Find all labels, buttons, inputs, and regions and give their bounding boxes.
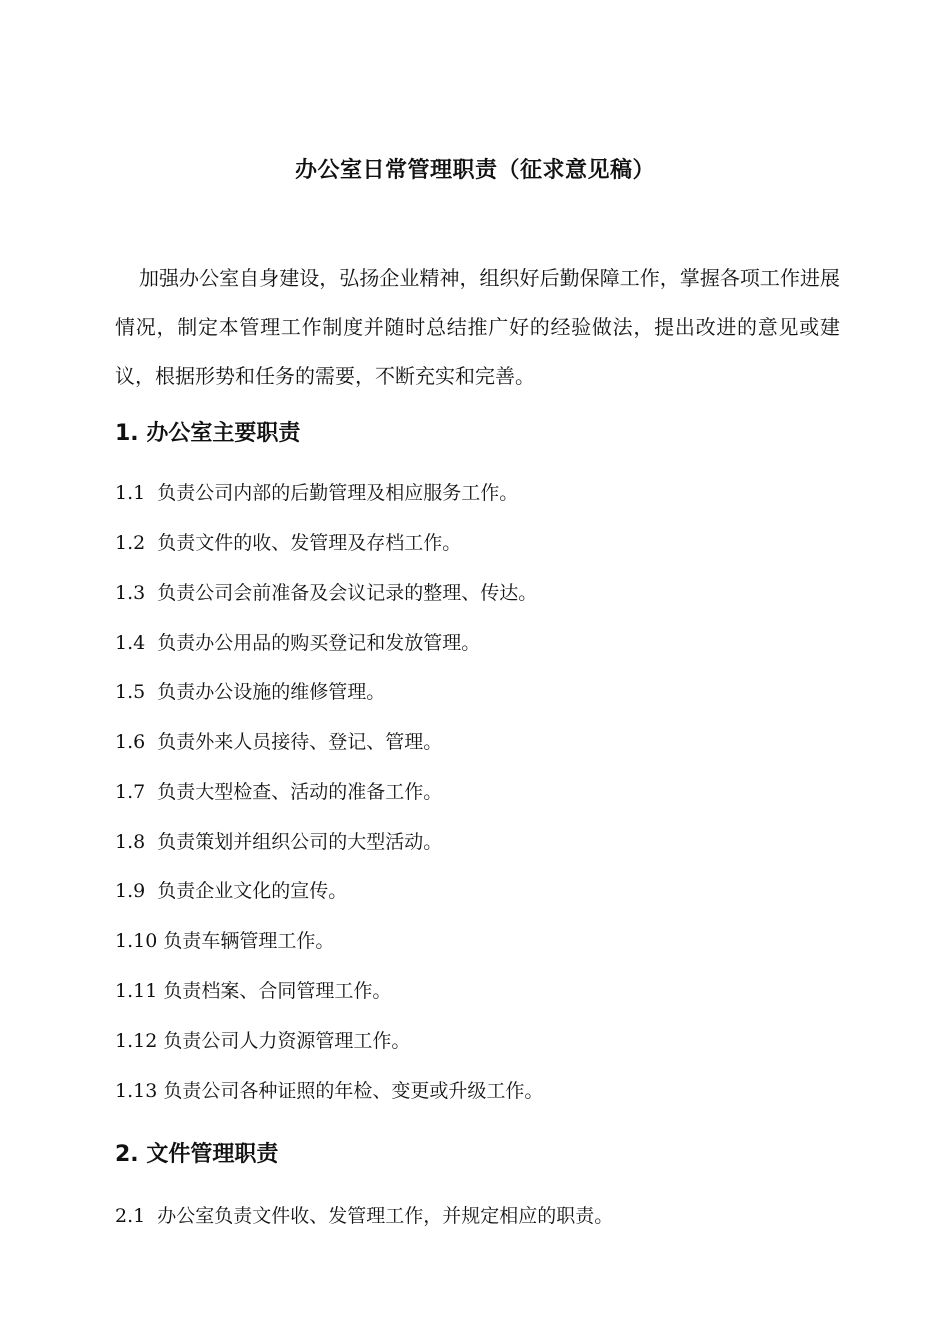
list-item: 1.8 负责策划并组织公司的大型活动。	[115, 831, 443, 853]
list-item: 1.4 负责办公用品的购买登记和发放管理。	[115, 632, 481, 654]
document-title: 办公室日常管理职责（征求意见稿）	[294, 158, 655, 183]
list-item: 1.6 负责外来人员接待、登记、管理。	[115, 731, 443, 753]
list-item: 2.1 办公室负责文件收、发管理工作，并规定相应的职责。	[115, 1205, 614, 1227]
section-heading-file-management: 2. 文件管理职责	[115, 1142, 279, 1167]
list-item: 1.3 负责公司会前准备及会议记录的整理、传达。	[115, 582, 538, 604]
list-item: 1.11 负责档案、合同管理工作。	[115, 980, 392, 1002]
list-item: 1.7 负责大型检查、活动的准备工作。	[115, 781, 443, 803]
list-item: 1.12 负责公司人力资源管理工作。	[115, 1030, 411, 1052]
list-item: 1.1 负责公司内部的后勤管理及相应服务工作。	[115, 482, 519, 504]
list-item: 1.5 负责办公设施的维修管理。	[115, 681, 386, 703]
section-heading-duties: 1. 办公室主要职责	[115, 421, 301, 446]
list-item: 1.2 负责文件的收、发管理及存档工作。	[115, 532, 462, 554]
intro-paragraph: 加强办公室自身建设，弘扬企业精神，组织好后勤保障工作，掌握各项工作进展情况，制定本管理工作制度并随时总结推广好的经验做法，提出改进的意见或建议，根据形势和任务的需要，不断充实和完善。	[115, 266, 840, 388]
list-item: 1.13 负责公司各种证照的年检、变更或升级工作。	[115, 1080, 544, 1102]
list-item: 1.9 负责企业文化的宣传。	[115, 880, 348, 902]
list-item: 1.10 负责车辆管理工作。	[115, 930, 335, 952]
